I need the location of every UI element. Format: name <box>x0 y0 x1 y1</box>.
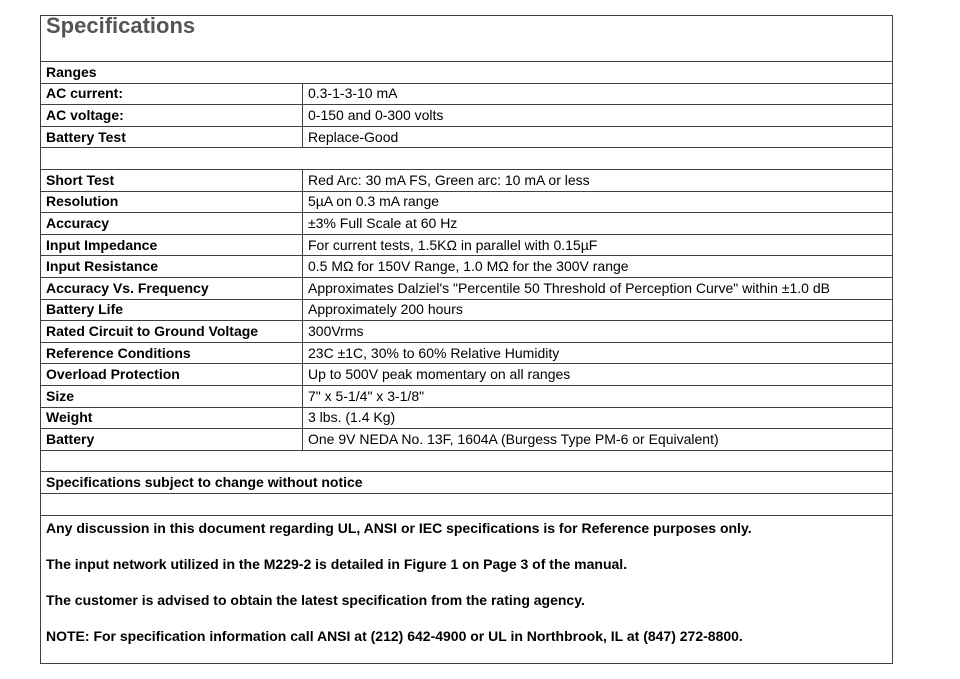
spacer-row <box>41 494 893 516</box>
spec-row <box>41 105 893 127</box>
spec-value: 300Vrms <box>303 321 893 343</box>
spec-value: For current tests, 1.5KΩ in parallel with 0.15µF <box>303 234 893 256</box>
spec-value: 0-150 and 0-300 volts <box>303 105 893 127</box>
notes-cell <box>41 515 893 663</box>
spec-value: 23C ±1C, 30% to 60% Relative Humidity <box>303 342 893 364</box>
spec-value: Up to 500V peak momentary on all ranges <box>303 364 893 386</box>
spec-row <box>41 429 893 451</box>
spec-label: Battery Life <box>41 299 303 321</box>
specifications-table <box>40 15 893 664</box>
spec-value: ±3% Full Scale at 60 Hz <box>303 213 893 235</box>
spacer-cell <box>41 494 893 516</box>
spec-value: Approximates Dalziel's "Percentile 50 Threshold of Perception Curve" within ±1.0 dB <box>303 277 893 299</box>
change-notice-row <box>41 472 893 494</box>
spec-value: 3 lbs. (1.4 Kg) <box>303 407 893 429</box>
spec-row <box>41 169 893 191</box>
spec-label: Input Resistance <box>41 256 303 278</box>
spec-label: Battery Test <box>41 126 303 148</box>
spec-label: Size <box>41 385 303 407</box>
spec-label: Accuracy <box>41 213 303 235</box>
note-latest-specification: The customer is advised to obtain the latest specification from the rating agency. <box>46 591 585 608</box>
notes-row <box>41 515 893 663</box>
note-input-network: The input network utilized in the M229-2 is detailed in Figure 1 on Page 3 of the manual. <box>46 555 628 572</box>
spec-value: Approximately 200 hours <box>303 299 893 321</box>
spec-row <box>41 299 893 321</box>
spec-value: 5µA on 0.3 mA range <box>303 191 893 213</box>
ranges-heading-row <box>41 62 893 84</box>
spec-value: 7" x 5-1/4" x 3-1/8" <box>303 385 893 407</box>
spec-label: AC current: <box>41 83 303 105</box>
spec-label: Short Test <box>41 169 303 191</box>
spec-row <box>41 256 893 278</box>
page-title: Specifications <box>41 16 893 62</box>
spec-value: 0.3-1-3-10 mA <box>303 83 893 105</box>
spec-row <box>41 83 893 105</box>
note-reference-purposes: Any discussion in this document regarding UL, ANSI or IEC specifications is for Reference purposes only. <box>46 519 752 536</box>
spec-row <box>41 126 893 148</box>
spec-label: Rated Circuit to Ground Voltage <box>41 321 303 343</box>
spec-value: Red Arc: 30 mA FS, Green arc: 10 mA or less <box>303 169 893 191</box>
spec-row <box>41 342 893 364</box>
spacer-cell <box>41 450 893 472</box>
spec-label: Accuracy Vs. Frequency <box>41 277 303 299</box>
spec-label: Reference Conditions <box>41 342 303 364</box>
spec-label: Weight <box>41 407 303 429</box>
spec-label: Input Impedance <box>41 234 303 256</box>
spacer-row <box>41 148 893 170</box>
title-row <box>41 16 893 62</box>
spec-row <box>41 234 893 256</box>
spec-row <box>41 213 893 235</box>
change-notice: Specifications subject to change without notice <box>41 472 893 494</box>
spec-label: Battery <box>41 429 303 451</box>
spec-value: One 9V NEDA No. 13F, 1604A (Burgess Type PM-6 or Equivalent) <box>303 429 893 451</box>
spec-value: Replace-Good <box>303 126 893 148</box>
spec-row <box>41 385 893 407</box>
spec-label: Resolution <box>41 191 303 213</box>
spec-row <box>41 191 893 213</box>
spec-value: 0.5 MΩ for 150V Range, 1.0 MΩ for the 300V range <box>303 256 893 278</box>
ranges-heading: Ranges <box>41 62 893 84</box>
spec-row <box>41 321 893 343</box>
spec-row <box>41 277 893 299</box>
spacer-row <box>41 450 893 472</box>
note-contact-info: NOTE: For specification information call ANSI at (212) 642-4900 or UL in Northbrook, IL at (847) 272-8800. <box>46 627 743 644</box>
spec-label: Overload Protection <box>41 364 303 386</box>
spec-label: AC voltage: <box>41 105 303 127</box>
spec-row <box>41 407 893 429</box>
spec-row <box>41 364 893 386</box>
spacer-cell <box>41 148 893 170</box>
